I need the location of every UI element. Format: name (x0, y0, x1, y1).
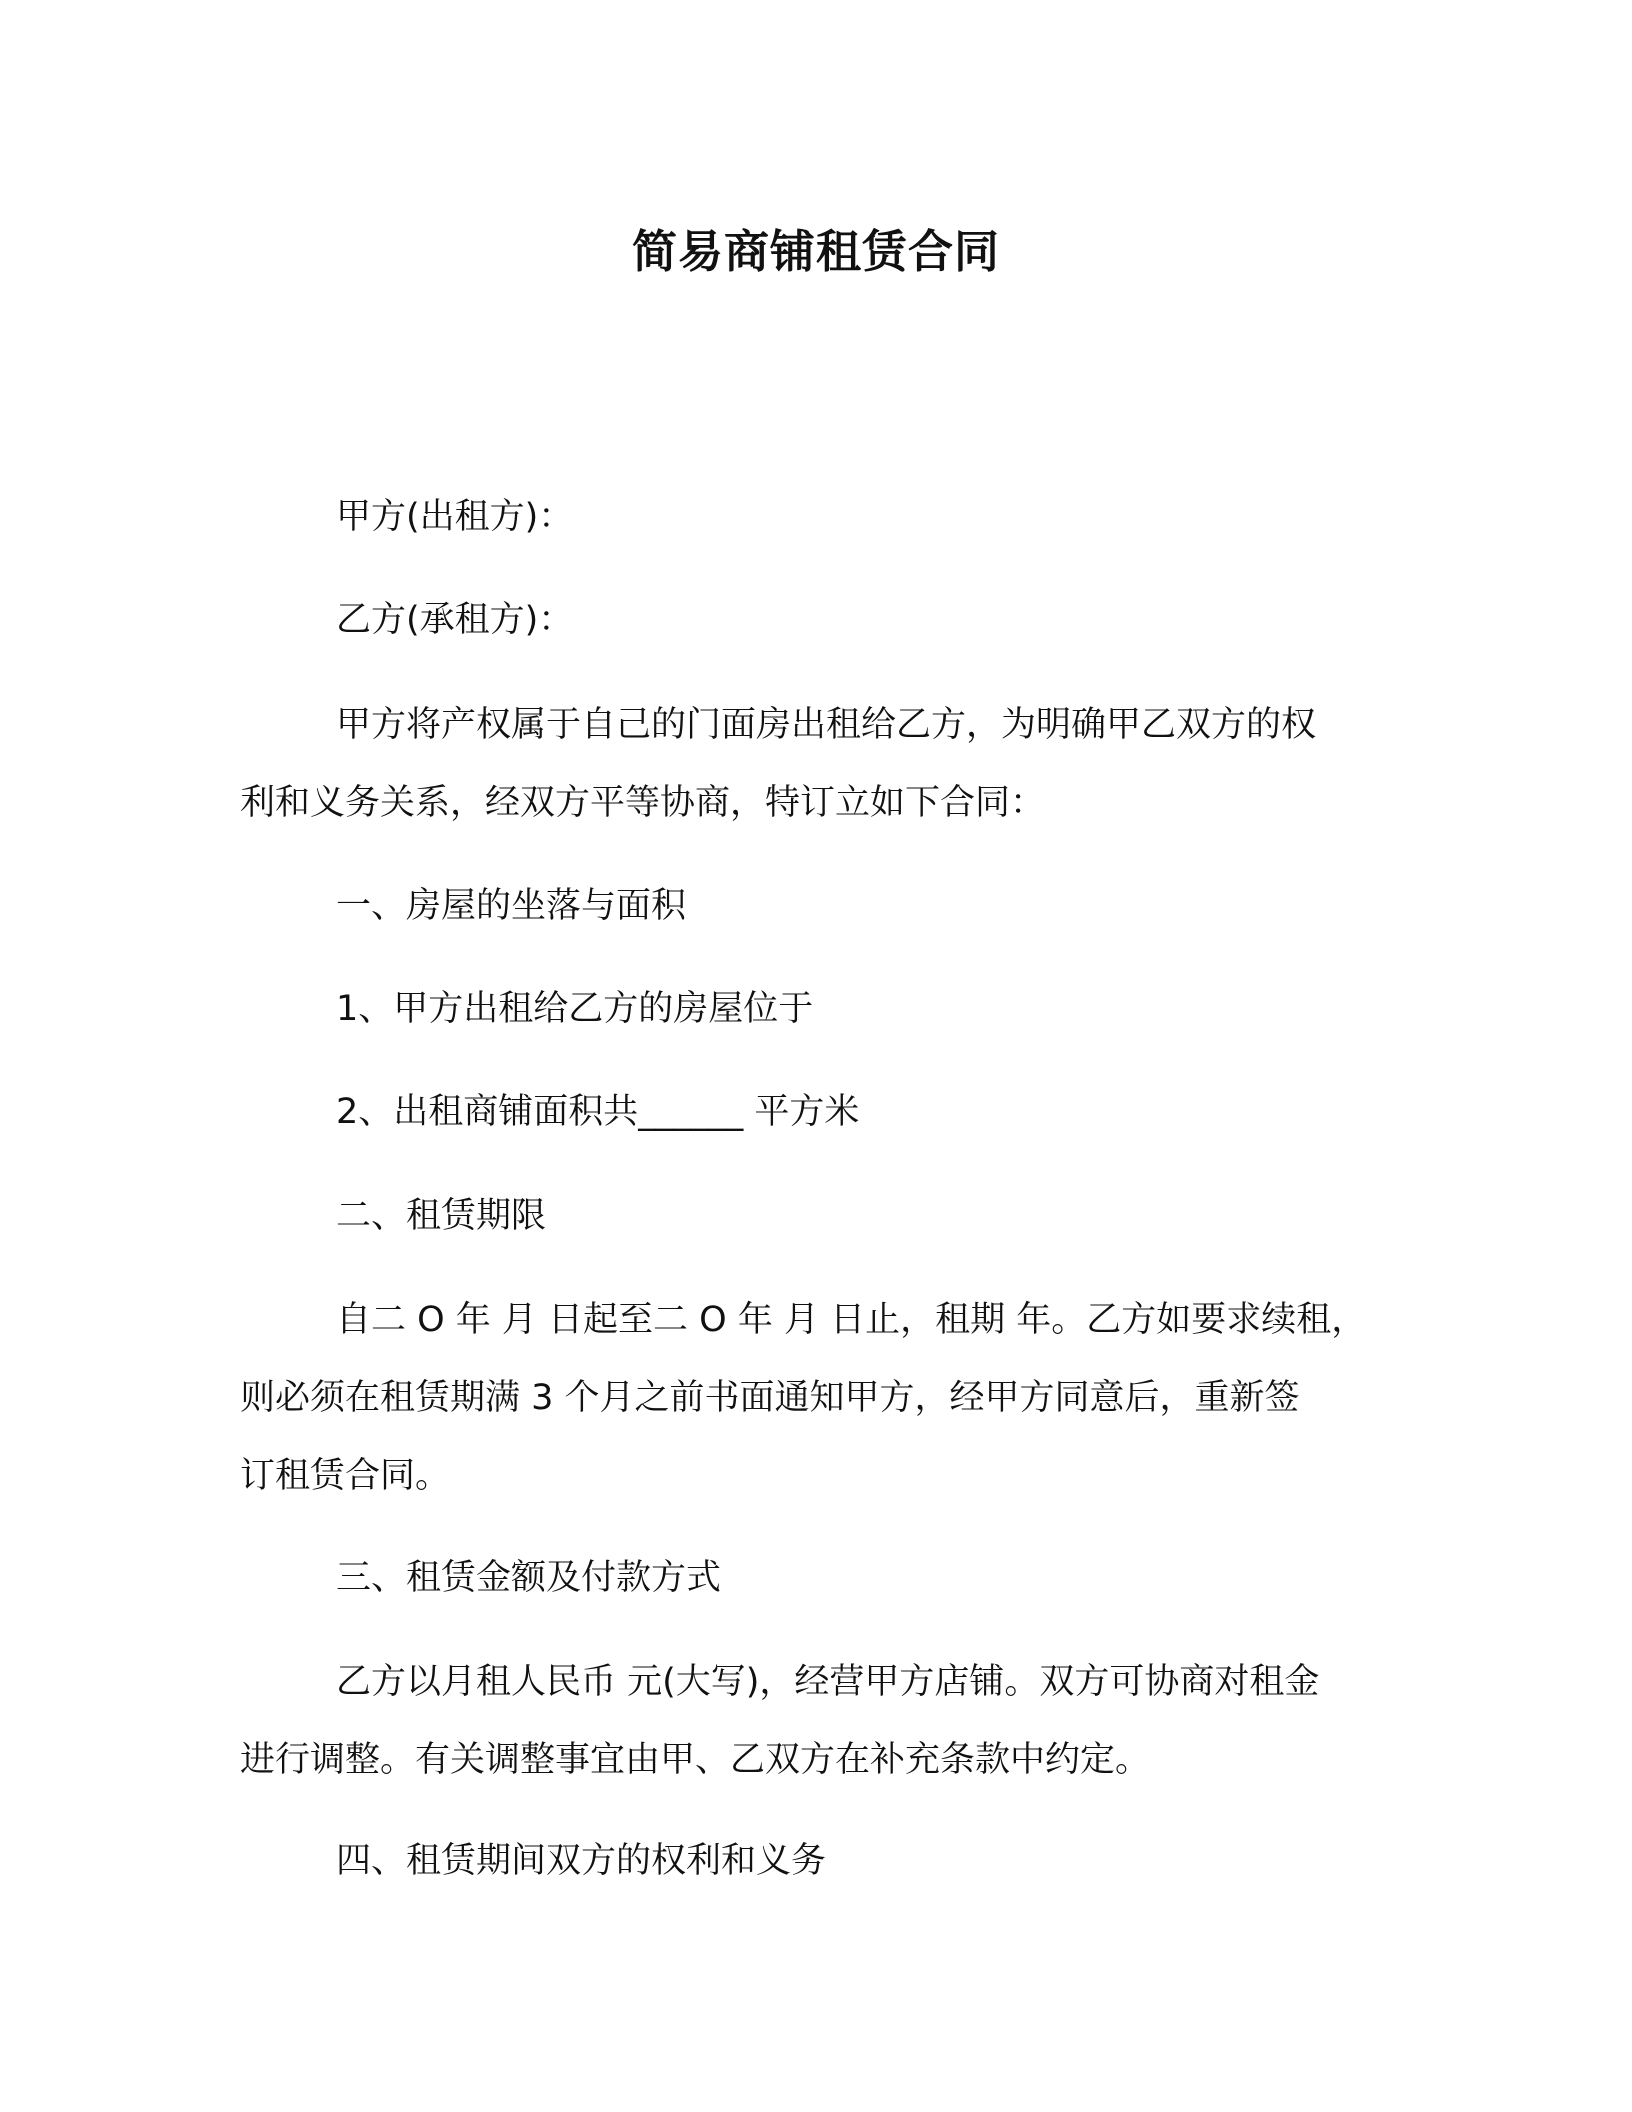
document-title: 简易商铺租赁合同 (631, 225, 1000, 278)
section-2-heading: 二、租赁期限 (336, 1196, 547, 1236)
section-3-line-1: 乙方以月租人民币 元(大写)，经营甲方店铺。双方可协商对租金 (336, 1662, 1320, 1702)
section-3-body (240, 1643, 1390, 1799)
intro-line-2: 利和义务关系，经双方平等协商，特订立如下合同： (240, 783, 1046, 823)
intro-paragraph (240, 686, 1390, 842)
section-4-heading: 四、租赁期间双方的权利和义务 (336, 1841, 827, 1881)
section-1-item-1: 1、甲方出租给乙方的房屋位于 (336, 989, 814, 1029)
section-1-heading: 一、房屋的坐落与面积 (336, 886, 687, 926)
section-2-line-1: 自二 O 年 月 日起至二 O 年 月 日止，租期 年。乙方如要求续租， (336, 1300, 1367, 1340)
intro-line-1: 甲方将产权属于自己的门面房出租给乙方，为明确甲乙双方的权 (336, 705, 1317, 745)
section-3-heading: 三、租赁金额及付款方式 (336, 1558, 722, 1598)
party-a-label: 甲方(出租方)： (336, 497, 574, 537)
section-1-item-2: 2、出租商铺面积共______ 平方米 (336, 1092, 860, 1132)
section-3-line-2: 进行调整。有关调整事宜由甲、乙双方在补充条款中约定。 (240, 1740, 1151, 1780)
section-2-body (240, 1281, 1390, 1515)
section-2-line-2: 则必须在租赁期满 3 个月之前书面通知甲方，经甲方同意后，重新签 (240, 1378, 1300, 1418)
section-2-line-3: 订租赁合同。 (240, 1456, 451, 1496)
party-b-label: 乙方(承租方)： (336, 600, 574, 640)
